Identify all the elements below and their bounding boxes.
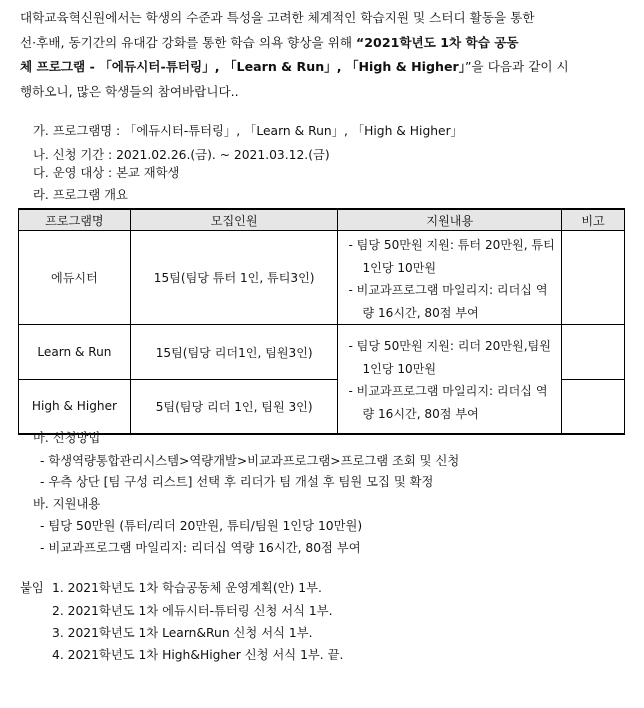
- intro-line-4: 행하오니, 많은 학생들의 참여바랍니다..: [20, 83, 239, 99]
- program-table: [18, 208, 625, 435]
- method-title: 마. 신청방법: [33, 431, 101, 445]
- attachment-item-4: 4. 2021학년도 1차 High&Higher 신청 서식 1부. 끝.: [52, 648, 344, 662]
- row-edusitter-recruit: 15팀(팀당 튜터 1인, 튜티3인): [130, 231, 338, 325]
- support1-line-2: - 비교과프로그램 마일리지: 리더십 역량 16시간, 80점 부여: [348, 283, 548, 320]
- table-header-row: [19, 209, 625, 231]
- item-overview-title: 라. 프로그램 개요: [33, 188, 128, 202]
- attachment-item-1: 1. 2021학년도 1차 학습공동체 운영계획(안) 1부.: [52, 581, 322, 595]
- item-apply-period: 나. 신청 기간 : 2021.02.26.(금). ~ 2021.03.12.(금): [33, 148, 330, 162]
- support2-line-2: - 비교과프로그램 마일리지: 리더십 역량 16시간, 80점 부여: [348, 384, 548, 421]
- item-program-name: 가. 프로그램명 : 「에듀시터-튜터링」, 「Learn & Run」, 「High & Higher」: [33, 124, 463, 138]
- row-learnrun-highhigher-support: [338, 325, 562, 434]
- header-recruit: 모집인원: [130, 209, 338, 231]
- table-row: [19, 325, 625, 380]
- table-row: [19, 231, 625, 325]
- intro-line-1: 대학교육혁신원에서는 학생의 수준과 특성을 고려한 체계적인 학습지원 및 스터디 활동을 통한: [20, 10, 535, 25]
- row-highhigher-name: High & Higher: [19, 380, 131, 434]
- support-line-2: - 비교과프로그램 마일리지: 리더십 역량 16시간, 80점 부여: [40, 541, 361, 555]
- row-learnrun-name: Learn & Run: [19, 325, 131, 380]
- attachments-label: 붙임: [20, 581, 44, 595]
- method-line-2: - 우측 상단 [팀 구성 리스트] 선택 후 리더가 팀 개설 후 팀원 모집 및 확정: [40, 475, 434, 489]
- row-highhigher-note: [562, 380, 625, 434]
- attachment-item-3: 3. 2021학년도 1차 Learn&Run 신청 서식 1부.: [52, 626, 313, 640]
- intro-line-2-text: 선·후배, 동기간의 유대감 강화를 통한 학습 의욕 향상을 위해: [20, 34, 357, 50]
- intro-paragraph: [20, 6, 630, 104]
- method-line-1: - 학생역량통합관리시스템>역량개발>비교과프로그램>프로그램 조회 및 신청: [40, 454, 460, 468]
- intro-line-2: [20, 31, 630, 56]
- intro-line-3-text: ”을 다음과 같이 시: [465, 59, 569, 74]
- intro-line-3-bold: 체 프로그램 - 「에듀시터-튜터링」, 「Learn & Run」, 「High & Higher」: [20, 59, 465, 74]
- item-target: 다. 운영 대상 : 본교 재학생: [33, 166, 180, 180]
- header-support: 지원내용: [338, 209, 562, 231]
- row-edusitter-name: 에듀시터: [19, 231, 131, 325]
- support1-line-1: - 팀당 50만원 지원: 튜터 20만원, 튜티 1인당 10만원: [348, 238, 555, 275]
- support2-line-1: - 팀당 50만원 지원: 리더 20만원,팀원 1인당 10만원: [348, 339, 551, 376]
- row-edusitter-note: [562, 231, 625, 325]
- support-title: 바. 지원내용: [33, 497, 101, 511]
- header-note: 비고: [562, 209, 625, 231]
- row-learnrun-note: [562, 325, 625, 380]
- support-line-1: - 팀당 50만원 (튜터/리더 20만원, 튜티/팀원 1인당 10만원): [40, 519, 363, 533]
- row-edusitter-support: [338, 231, 562, 325]
- intro-line-3: [20, 55, 630, 80]
- header-program-name: 프로그램명: [19, 209, 131, 231]
- row-learnrun-recruit: 15팀(팀당 리더1인, 팀원3인): [130, 325, 338, 380]
- row-highhigher-recruit: 5팀(팀당 리더 1인, 팀원 3인): [130, 380, 338, 434]
- intro-line-2-bold: “2021학년도 1차 학습 공동: [356, 34, 519, 50]
- attachment-item-2: 2. 2021학년도 1차 에듀시터-튜터링 신청 서식 1부.: [52, 604, 333, 618]
